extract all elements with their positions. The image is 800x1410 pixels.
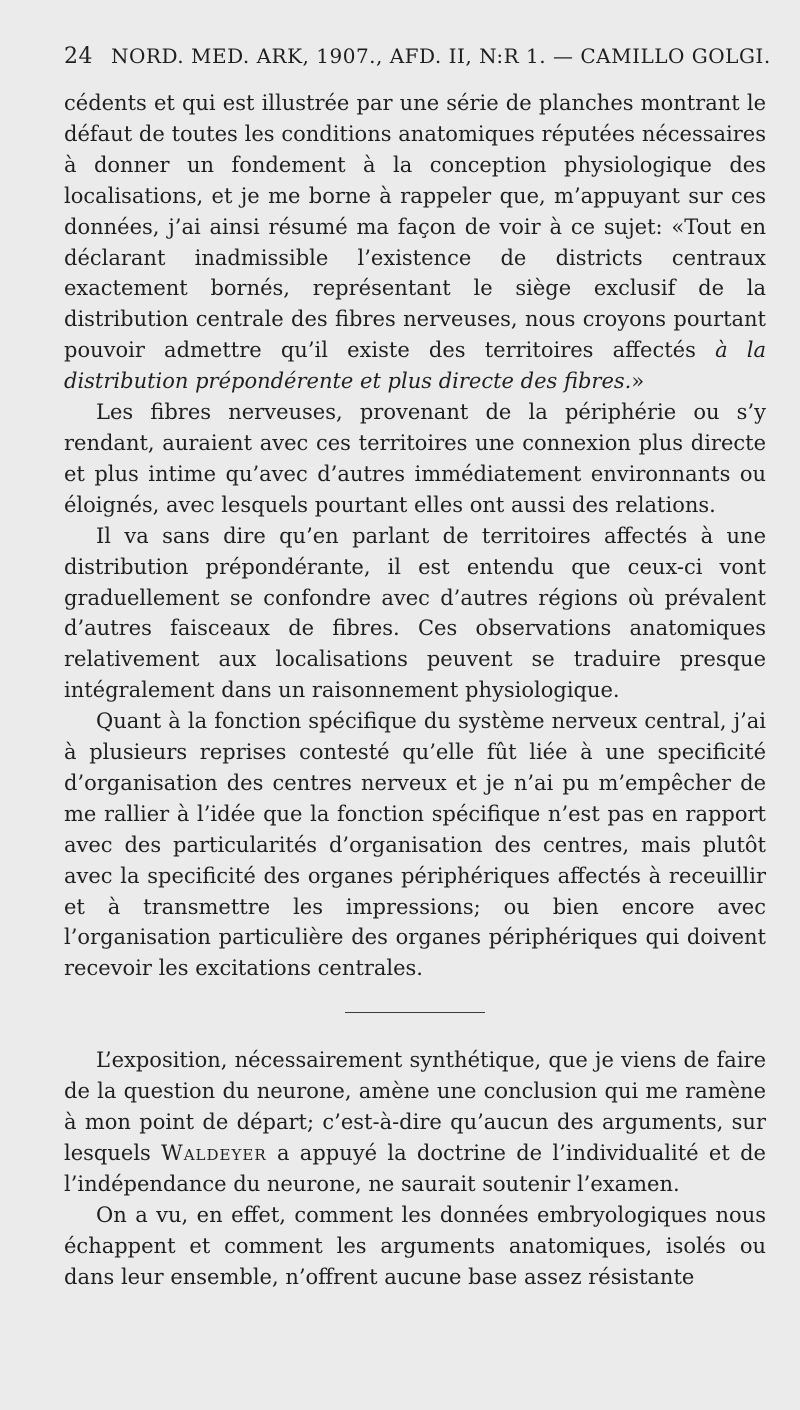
paragraph: Il va sans dire qu’en parlant de territoires affectés à une distribution prépondérante, il est entendu que ceux-ci vont graduellement se confondre avec d’autres régions où prévalent d’autres faisceaux de fibres. Ces observations anatomiques relativement aux localisations peuvent se traduire presque intégralement dans un raisonnement physiologique. — [64, 523, 766, 703]
paragraph: Quant à la fonction spécifique du système nerveux central, j’ai à plusieurs reprises contesté qu’elle fût liée à une specificité d’organisation des centres nerveux et je n’ai pu m’empêcher de me rallier à l’idée que la fonction spécifique n’est pas en rapport avec des particularités d’organisation des centres, mais plutôt avec la specificité des organes périphériques affectés à receuillir et à transmettre les impressions; ou bien encore avec l’organisation particulière des organes périphériques qui doivent recevoir les excitations centrales. — [64, 709, 766, 981]
italic-quotation: à la distribution prépondérente et plus directe des fibres. — [64, 338, 766, 394]
running-title: NORD. MED. ARK, 1907., AFD. II, N:R 1. — CAMILLO GOLGI. — [111, 44, 771, 68]
paragraph: On a vu, en effet, comment les données embryologiques nous échappent et comment les arguments anatomiques, isolés ou dans leur ensemble, n’offrent aucune base assez résistante — [64, 1202, 766, 1289]
page-number: 24 — [64, 44, 93, 69]
section-divider — [345, 1012, 485, 1013]
author-name: Waldeyer — [161, 1141, 267, 1165]
paragraph: Les fibres nerveuses, provenant de la périphérie ou s’y rendant, auraient avec ces territoires une connexion plus directe et plus intime qu’avec d’autres immédiatement environnants ou éloignés, avec lesquels pourtant elles ont aussi des relations. — [64, 400, 766, 517]
paragraph-text: L’exposition, nécessairement synthétique, que je viens de faire de la question du neurone, amène une conclusion qui me ramène à mon point de départ; c’est-à-dire qu’aucun des arguments, sur lesquels — [64, 1048, 766, 1165]
paragraph — [64, 1045, 766, 1200]
paragraph-continued — [64, 88, 766, 397]
paragraph-text: cédents et qui est illustrée par une série de planches montrant le défaut de toutes les conditions anatomiques réputées nécessaires à donner un fondement à la conception physiologique des localisations, et je me borne à rappeler que, m’appuyant sur ces données, j’ai ainsi résumé ma façon de voir à ce sujet: «Tout en déclarant inadmissible l’existence de districts centraux exactement bornés, représentant le siège exclusif de la distribution centrale des fibres nerveuses, nous croyons pourtant pouvoir admettre qu’il existe des territoires affectés — [64, 91, 766, 363]
paragraph-text: a appuyé la doctrine de l’individualité et de l’indépendance du neurone, ne saurait soutenir l’examen. — [64, 1141, 766, 1196]
running-header — [64, 44, 771, 76]
body-text — [64, 88, 766, 1293]
closing-guillemet: » — [631, 369, 645, 394]
